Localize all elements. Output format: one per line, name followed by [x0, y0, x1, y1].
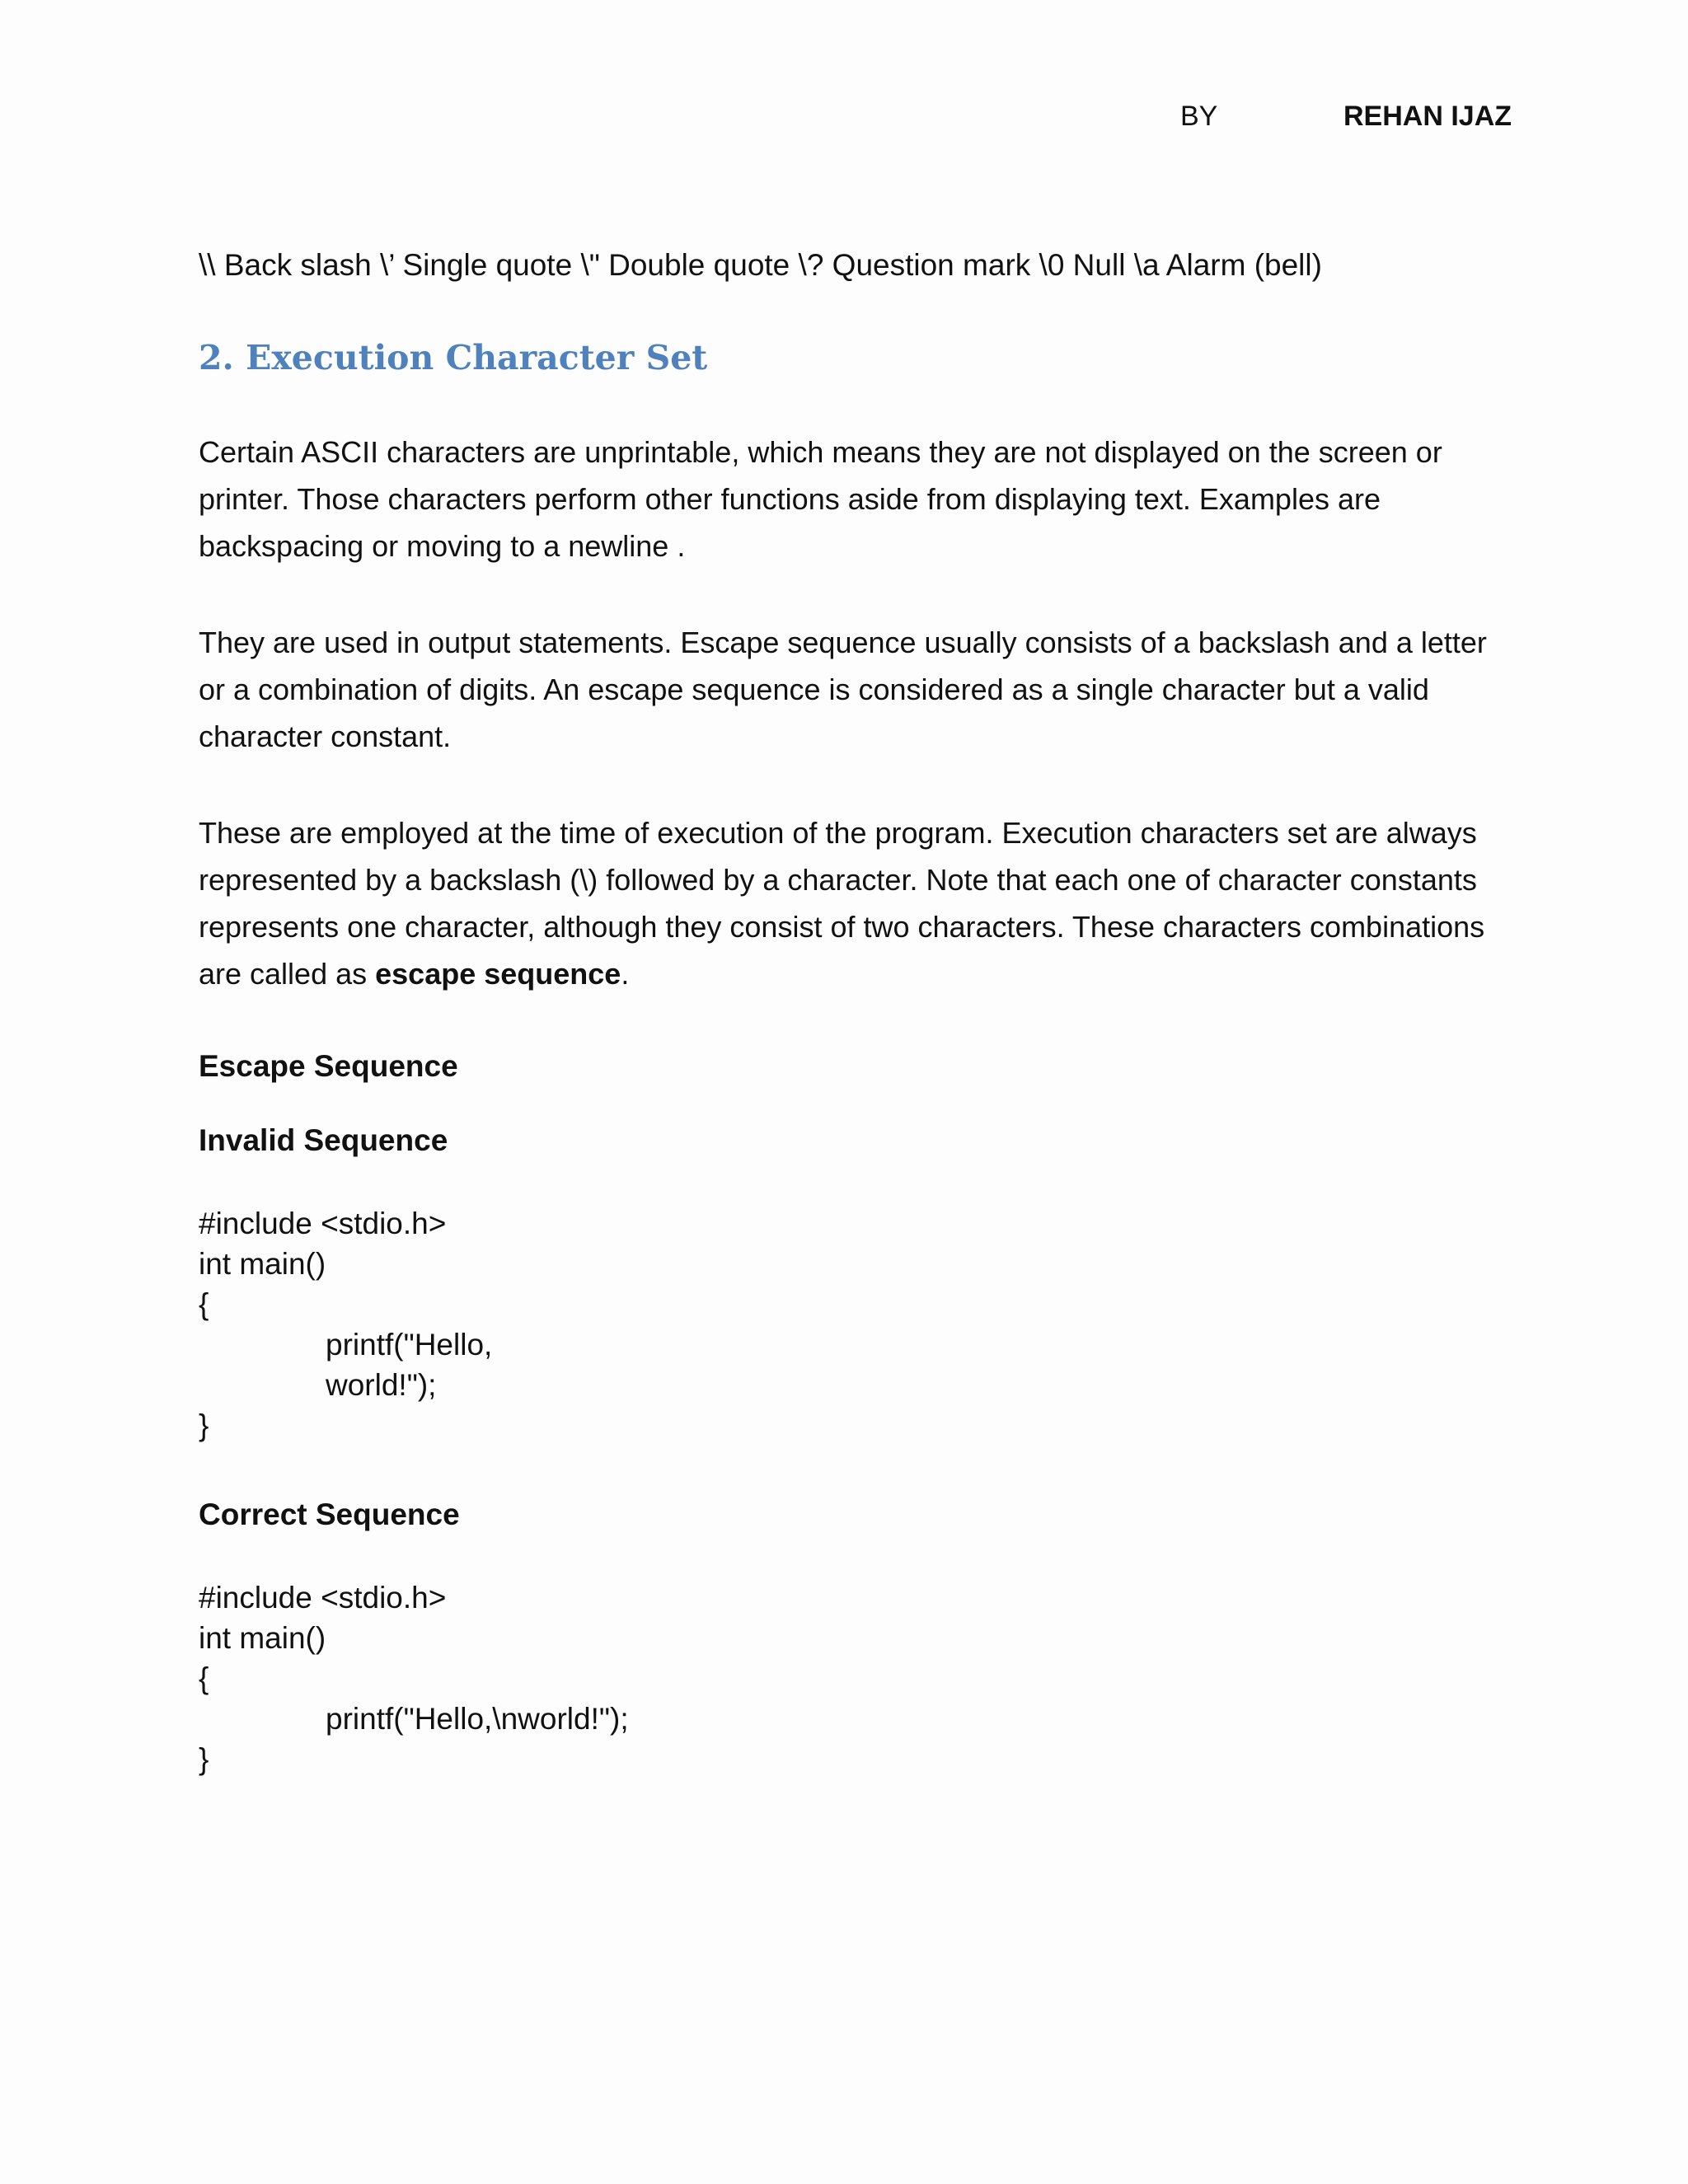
paragraph-execution: [199, 809, 1501, 997]
code-line: #include <stdio.h>: [199, 1207, 447, 1240]
paragraph-output-statements: They are used in output statements. Escape sequence usually consists of a backslash and a letter or a combination of digits. An escape sequence is considered as a single character but a valid character constant.: [199, 626, 1487, 753]
code-line: int main(): [199, 1247, 326, 1281]
code-line: }: [199, 1742, 209, 1776]
code-line: {: [199, 1661, 209, 1695]
escape-sequence-term: escape sequence: [375, 957, 621, 991]
code-line: #include <stdio.h>: [199, 1581, 447, 1615]
code-line: int main(): [199, 1621, 326, 1655]
heading-correct-sequence: Correct Sequence: [199, 1497, 460, 1531]
invalid-code-block: [199, 1203, 1501, 1446]
escape-sequence-list: \\ Back slash \’ Single quote \" Double quote \? Question mark \0 Null \a Alarm (bell): [199, 248, 1322, 282]
heading-escape-sequence: Escape Sequence: [199, 1049, 458, 1083]
section-title: 2. Execution Character Set: [199, 338, 708, 377]
document-body: [199, 244, 1501, 1779]
code-line: printf("Hello,\nworld!");: [326, 1702, 629, 1736]
correct-code-block: [199, 1577, 1501, 1779]
code-line: {: [199, 1287, 209, 1321]
paragraph-unprintable: Certain ASCII characters are unprintable, which means they are not displayed on the screen or printer. Those characters perform other functions aside from displaying text. Examples are backspacing or moving to a newline .: [199, 435, 1442, 563]
paragraph-execution-end: .: [621, 957, 630, 991]
header-author-name: REHAN IJAZ: [1343, 101, 1512, 132]
paragraph-execution-text: These are employed at the time of execution of the program. Execution characters set are always represented by a backslash (\) followed by a character. Note that each one of character constants represents one character, although they consist of two characters. These characters combinations are called as: [199, 816, 1485, 991]
header-by-label: BY: [1180, 101, 1218, 132]
code-line: }: [199, 1408, 209, 1442]
heading-invalid-sequence: Invalid Sequence: [199, 1123, 448, 1157]
code-line: printf("Hello,: [326, 1328, 493, 1361]
code-line: world!");: [326, 1368, 437, 1402]
